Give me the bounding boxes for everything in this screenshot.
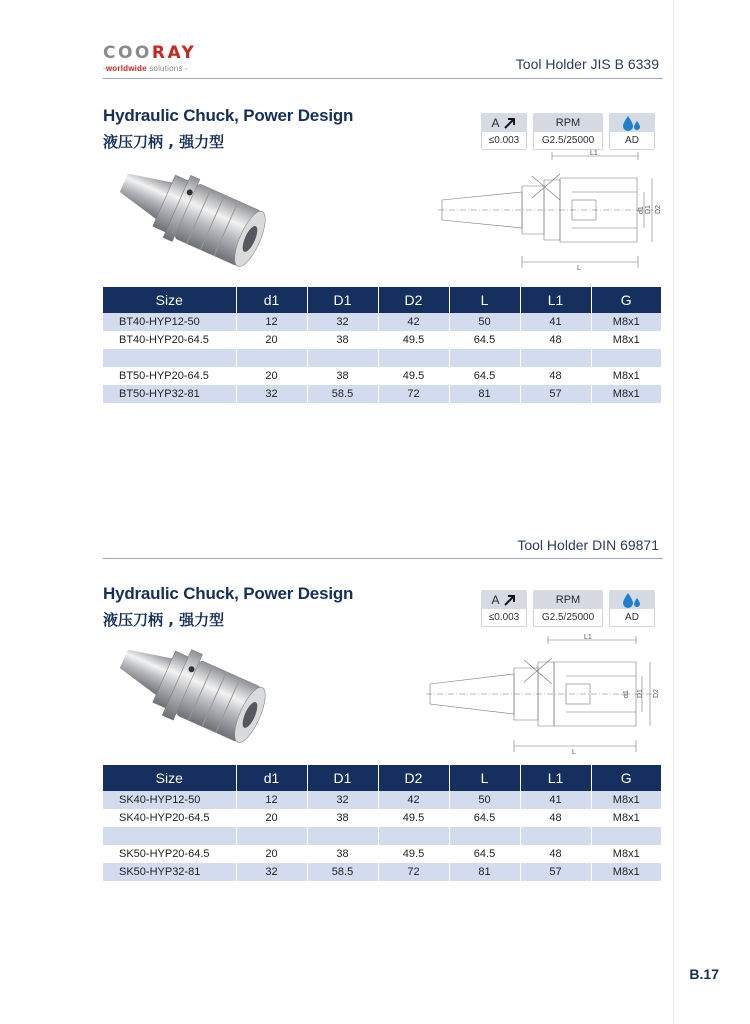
header-d1: d1 — [236, 765, 307, 791]
cell-G: M8x1 — [591, 845, 661, 863]
cell-L1: 57 — [520, 385, 591, 403]
runout-label: A — [491, 592, 500, 607]
hydraulic-chuck-photo — [108, 634, 288, 754]
drawing-label-l: L — [577, 265, 581, 272]
technical-drawing — [432, 150, 664, 278]
cell-L: 64.5 — [449, 331, 520, 349]
drawing-label-l: L — [572, 749, 576, 756]
cell-D1: 58.5 — [307, 863, 378, 881]
coolant-drops-icon — [622, 115, 642, 131]
rpm-label: RPM — [533, 113, 603, 132]
cell-d1: 12 — [236, 791, 307, 809]
cell-d1: 20 — [236, 845, 307, 863]
cell-D1: 38 — [307, 845, 378, 863]
coolant-drops-icon — [622, 592, 642, 608]
table-row — [103, 845, 661, 863]
cell-L1: 48 — [520, 809, 591, 827]
drawing-label-d1: d1 — [638, 206, 645, 214]
cell-L1: 48 — [520, 367, 591, 385]
cell-L: 50 — [449, 791, 520, 809]
header-d1: d1 — [236, 287, 307, 313]
cell-d1: 20 — [236, 809, 307, 827]
rpm-badge — [533, 590, 603, 627]
table-row-spacer — [103, 349, 661, 367]
cell-d1: 20 — [236, 367, 307, 385]
logo-word-coo: COO — [103, 43, 152, 63]
table-row — [103, 331, 661, 349]
logo-word-ray: RAY — [151, 43, 197, 63]
cell-D2: 49.5 — [378, 367, 449, 385]
header-L1: L1 — [520, 287, 591, 313]
header-L1: L1 — [520, 765, 591, 791]
coolant-value: AD — [609, 132, 655, 150]
cell-G: M8x1 — [591, 863, 661, 881]
cell-D1: 32 — [307, 791, 378, 809]
cell-G: M8x1 — [591, 385, 661, 403]
cell-G: M8x1 — [591, 791, 661, 809]
logo-tagline — [103, 64, 196, 73]
cell-L1: 41 — [520, 313, 591, 331]
runout-badge — [481, 113, 527, 150]
cell-D2: 72 — [378, 863, 449, 881]
runout-arrow-icon — [503, 117, 517, 129]
section-rule — [103, 78, 663, 79]
runout-badge — [481, 590, 527, 627]
cell-G: M8x1 — [591, 367, 661, 385]
cell-L: 64.5 — [449, 367, 520, 385]
cell-size: BT40-HYP20-64.5 — [103, 331, 236, 349]
cell-d1: 20 — [236, 331, 307, 349]
cell-L: 64.5 — [449, 845, 520, 863]
table-header-row — [103, 287, 661, 313]
cell-D1: 58.5 — [307, 385, 378, 403]
cell-L1: 48 — [520, 331, 591, 349]
runout-arrow-icon — [503, 594, 517, 606]
coolant-badge — [609, 113, 655, 150]
cooray-logo — [103, 43, 196, 73]
header-L: L — [449, 287, 520, 313]
drawing-label-l1: L1 — [590, 150, 598, 157]
cell-D2: 49.5 — [378, 331, 449, 349]
runout-label: A — [491, 115, 500, 130]
drawing-label-l1: L1 — [584, 634, 592, 641]
header-D1: D1 — [307, 765, 378, 791]
cell-D2: 49.5 — [378, 809, 449, 827]
table-row — [103, 791, 661, 809]
cell-L1: 41 — [520, 791, 591, 809]
cell-G: M8x1 — [591, 331, 661, 349]
tagline-post: solutions - — [146, 64, 188, 73]
page-number: B.17 — [689, 966, 719, 982]
rpm-badge — [533, 113, 603, 150]
rpm-label: RPM — [533, 590, 603, 609]
cell-size: BT50-HYP20-64.5 — [103, 367, 236, 385]
cell-L: 50 — [449, 313, 520, 331]
cell-size: SK50-HYP20-64.5 — [103, 845, 236, 863]
runout-value: ≤0.003 — [481, 609, 527, 627]
table-row-spacer — [103, 827, 661, 845]
table-row — [103, 863, 661, 881]
product-subtitle: 液压刀柄 , 强力型 — [103, 611, 225, 629]
header-G: G — [591, 765, 661, 791]
header-L: L — [449, 765, 520, 791]
tagline-pre: - — [103, 64, 106, 73]
cell-G: M8x1 — [591, 809, 661, 827]
rpm-value: G2.5/25000 — [533, 132, 603, 150]
section-standard-title: Tool Holder JIS B 6339 — [515, 56, 659, 72]
cell-L: 81 — [449, 863, 520, 881]
header-D2: D2 — [378, 765, 449, 791]
cell-size: SK50-HYP32-81 — [103, 863, 236, 881]
cell-G: M8x1 — [591, 313, 661, 331]
cell-D1: 38 — [307, 331, 378, 349]
drawing-label-D2: D2 — [655, 205, 662, 214]
cell-L1: 48 — [520, 845, 591, 863]
cell-d1: 12 — [236, 313, 307, 331]
product-subtitle: 液压刀柄 , 强力型 — [103, 133, 225, 151]
table-header-row — [103, 765, 661, 791]
page-edge-line — [673, 0, 674, 1024]
table-row — [103, 313, 661, 331]
cell-d1: 32 — [236, 385, 307, 403]
drawing-label-d1: d1 — [623, 690, 630, 698]
cell-D1: 38 — [307, 809, 378, 827]
cell-L: 81 — [449, 385, 520, 403]
product-title: Hydraulic Chuck, Power Design — [103, 106, 354, 125]
rpm-value: G2.5/25000 — [533, 609, 603, 627]
cell-size: BT50-HYP32-81 — [103, 385, 236, 403]
tagline-bold: worldwide — [105, 64, 147, 73]
header-D2: D2 — [378, 287, 449, 313]
drawing-label-D1: D1 — [645, 205, 652, 214]
section-rule — [103, 558, 663, 559]
hydraulic-chuck-photo — [108, 158, 288, 278]
drawing-label-D1: D1 — [637, 689, 644, 698]
table-row — [103, 385, 661, 403]
cell-size: BT40-HYP12-50 — [103, 313, 236, 331]
cell-size: SK40-HYP12-50 — [103, 791, 236, 809]
cell-L: 64.5 — [449, 809, 520, 827]
spec-badges — [481, 590, 655, 627]
drawing-label-D2: D2 — [653, 689, 660, 698]
header-size: Size — [103, 287, 236, 313]
cell-D2: 42 — [378, 313, 449, 331]
cell-D2: 72 — [378, 385, 449, 403]
section-standard-title: Tool Holder DIN 69871 — [517, 537, 659, 553]
table-row — [103, 809, 661, 827]
cell-D2: 49.5 — [378, 845, 449, 863]
cell-size: SK40-HYP20-64.5 — [103, 809, 236, 827]
technical-drawing — [424, 632, 660, 758]
coolant-badge — [609, 590, 655, 627]
spec-badges — [481, 113, 655, 150]
cell-L1: 57 — [520, 863, 591, 881]
runout-value: ≤0.003 — [481, 132, 527, 150]
header-size: Size — [103, 765, 236, 791]
cell-d1: 32 — [236, 863, 307, 881]
spec-table — [103, 765, 661, 881]
cell-D2: 42 — [378, 791, 449, 809]
cell-D1: 32 — [307, 313, 378, 331]
product-title: Hydraulic Chuck, Power Design — [103, 584, 354, 603]
logo-wordmark — [103, 43, 196, 63]
header-G: G — [591, 287, 661, 313]
cell-D1: 38 — [307, 367, 378, 385]
header-D1: D1 — [307, 287, 378, 313]
table-row — [103, 367, 661, 385]
spec-table — [103, 287, 661, 403]
coolant-value: AD — [609, 609, 655, 627]
